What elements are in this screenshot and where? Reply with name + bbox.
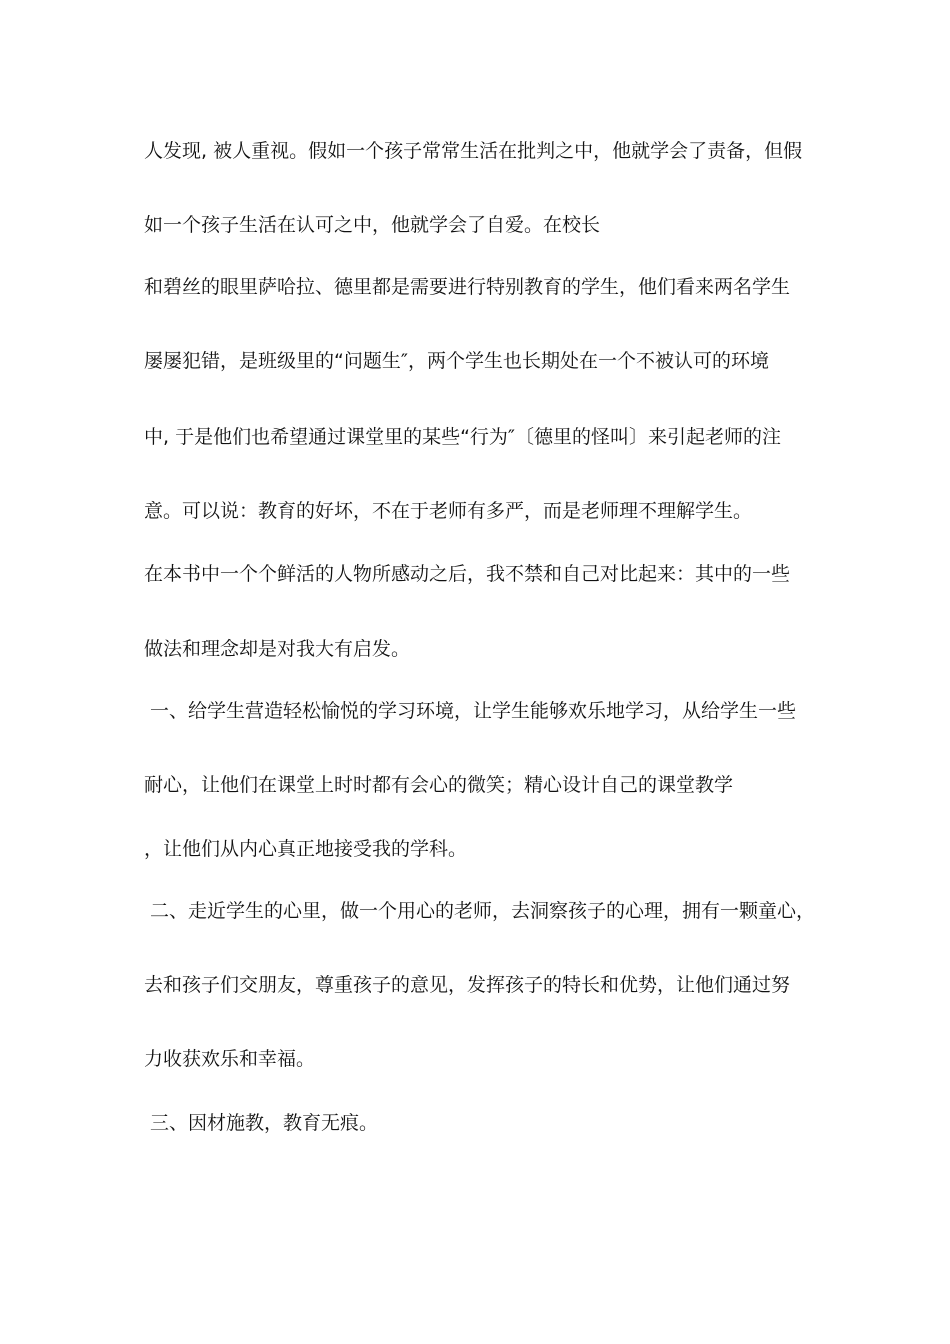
- text-line: 如一个孩子生活在认可之中，他就学会了自爱。在校长: [144, 214, 601, 236]
- list-item-3: 三、因材施教，教育无痕。: [150, 1112, 379, 1134]
- text-line: 力收获欢乐和幸福。: [144, 1048, 316, 1070]
- text-line: 在本书中一个个鲜活的人物所感动之后，我不禁和自己对比起来：其中的一些: [144, 563, 791, 585]
- text-line: ，让他们从内心真正地接受我的学科。: [144, 838, 468, 860]
- list-item-1: 一、给学生营造轻松愉悦的学习环境，让学生能够欢乐地学习，从给学生一些: [150, 700, 797, 722]
- text-line: 做法和理念却是对我大有启发。: [144, 638, 411, 660]
- list-item-2: 二、走近学生的心里，做一个用心的老师，去洞察孩子的心理，拥有一颗童心，: [150, 900, 816, 922]
- text-line: 中, 于是他们也希望通过课堂里的某些“行为″〔德里的怪叫〕来引起老师的注: [144, 426, 782, 448]
- text-line: 和碧丝的眼里萨哈拉、德里都是需要进行特别教育的学生，他们看来两名学生: [144, 276, 791, 298]
- text-line: 屡屡犯错，是班级里的“问题生″，两个学生也长期处在一个不被认可的环境: [144, 350, 769, 372]
- text-line: 去和孩子们交朋友，尊重孩子的意见，发挥孩子的特长和优势，让他们通过努: [144, 974, 791, 996]
- text-line: 耐心，让他们在课堂上时时都有会心的微笑；精心设计自己的课堂教学: [144, 774, 734, 796]
- text-line: 意。可以说：教育的好坏，不在于老师有多严，而是老师理不理解学生。: [144, 500, 753, 522]
- text-line: 人发现, 被人重视。假如一个孩子常常生活在批判之中，他就学会了责备，但假: [144, 140, 803, 162]
